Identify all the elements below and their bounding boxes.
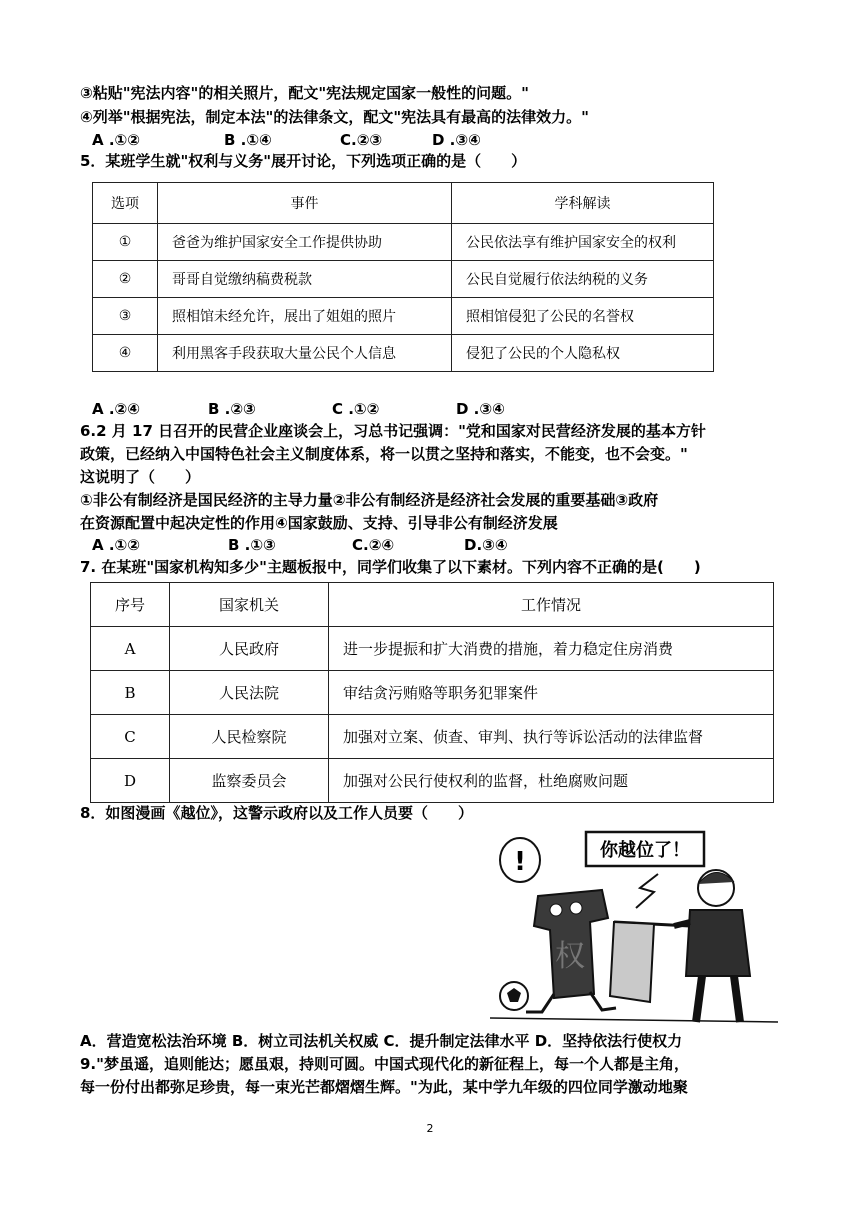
q4-option-c[interactable]: C.②③: [340, 131, 383, 149]
table-cell: 公民自觉履行依法纳税的义务: [452, 261, 714, 298]
q7-stem: 7. 在某班"国家机构知多少"主题板报中，同学们收集了以下素材。下列内容不正确的是( ): [80, 558, 701, 576]
table-header: 选项: [93, 183, 158, 224]
q6-stem-1: 6.2 月 17 日召开的民营企业座谈会上，习总书记强调："党和国家对民营经济发展的基本方针: [80, 422, 706, 440]
table-cell: B: [91, 671, 170, 715]
referee-arm: [674, 922, 690, 926]
table-cell: 利用黑客手段获取大量公民个人信息: [158, 335, 452, 372]
q5-options: [92, 400, 505, 418]
character-label: 权: [555, 939, 585, 974]
character-eye-right: [570, 902, 582, 914]
q6-option-c[interactable]: C.②④: [352, 536, 395, 554]
q8-options[interactable]: A．营造宽松法治环境 B．树立司法机关权威 C．提升制定法律水平 D．坚持依法行使权力: [80, 1032, 683, 1050]
q5-table: [92, 182, 714, 372]
q5-option-c[interactable]: C .①②: [332, 400, 380, 418]
table-cell: 加强对公民行使权利的监督，杜绝腐败问题: [329, 759, 774, 803]
table-cell: ④: [93, 335, 158, 372]
q6-statements-2: 在资源配置中起决定性的作用④国家鼓励、支持、引导非公有制经济发展: [80, 514, 558, 532]
q7-table: [90, 582, 774, 803]
table-cell: ③: [93, 298, 158, 335]
q9-stem-1: 9."梦虽遥，追则能达；愿虽艰，持则可圆。中国式现代化的新征程上，每一个人都是主角，: [80, 1055, 689, 1073]
table-cell: 照相馆未经允许，展出了姐姐的照片: [158, 298, 452, 335]
page-number: 2: [426, 1122, 434, 1135]
table-cell: 爸爸为维护国家安全工作提供协助: [158, 224, 452, 261]
table-header: 事件: [158, 183, 452, 224]
table-row: [91, 671, 774, 715]
exclaim-text: !: [514, 847, 526, 877]
q4-statement-4: ④列举"根据宪法，制定本法"的法律条文，配文"宪法具有最高的法律效力。": [80, 108, 589, 126]
q6-stem-2: 政策，已经纳入中国特色社会主义制度体系，将一以贯之坚持和落实，不能变，也不会变。": [80, 445, 688, 463]
q9-stem-2: 每一份付出都弥足珍贵，每一束光芒都熠熠生辉。"为此，某中学九年级的四位同学激动地聚: [80, 1078, 688, 1096]
q6-option-d[interactable]: D.③④: [464, 536, 508, 554]
referee-leg-left: [696, 976, 702, 1022]
table-cell: 加强对立案、侦查、审判、执行等诉讼活动的法律监督: [329, 715, 774, 759]
q4-options: [92, 131, 481, 149]
table-header: 国家机关: [170, 583, 329, 627]
table-cell: 侵犯了公民的个人隐私权: [452, 335, 714, 372]
ground-line: [490, 1018, 778, 1022]
table-cell: 进一步提振和扩大消费的措施，着力稳定住房消费: [329, 627, 774, 671]
referee-leg-right: [734, 976, 740, 1022]
q6-stem-3: 这说明了（ ）: [80, 468, 201, 486]
table-cell: 公民依法享有维护国家安全的权利: [452, 224, 714, 261]
q6-option-b[interactable]: B .①③: [228, 536, 276, 554]
table-cell: D: [91, 759, 170, 803]
q4-option-d[interactable]: D .③④: [432, 131, 481, 149]
referee-body: [686, 910, 750, 976]
table-row: [91, 759, 774, 803]
q4-option-b[interactable]: B .①④: [224, 131, 272, 149]
table-cell: A: [91, 627, 170, 671]
table-cell: C: [91, 715, 170, 759]
table-header: 学科解读: [452, 183, 714, 224]
cartoon-overstep: [490, 826, 778, 1028]
q8-stem: 8．如图漫画《越位》，这警示政府以及工作人员要（ ）: [80, 804, 473, 822]
zap-lines: [636, 874, 658, 908]
table-row: [93, 261, 714, 298]
q5-option-d[interactable]: D .③④: [456, 400, 505, 418]
table-cell: 人民法院: [170, 671, 329, 715]
flag: [610, 922, 654, 1002]
q5-stem: 5．某班学生就"权利与义务"展开讨论，下列选项正确的是（ ）: [80, 152, 527, 170]
table-cell: 监察委员会: [170, 759, 329, 803]
table-cell: 人民检察院: [170, 715, 329, 759]
table-row: [93, 224, 714, 261]
speech-text: 你越位了！: [600, 840, 690, 861]
table-header: 工作情况: [329, 583, 774, 627]
table-row: [93, 298, 714, 335]
table-cell: 人民政府: [170, 627, 329, 671]
table-row: [93, 335, 714, 372]
q6-options: [92, 536, 508, 554]
q5-option-b[interactable]: B .②③: [208, 400, 256, 418]
table-cell: 审结贪污贿赂等职务犯罪案件: [329, 671, 774, 715]
table-header: 序号: [91, 583, 170, 627]
table-row: [91, 715, 774, 759]
q6-option-a[interactable]: A .①②: [92, 536, 140, 554]
character-eye-left: [550, 904, 562, 916]
character-leg-left: [526, 994, 554, 1012]
table-cell: 哥哥自觉缴纳稿费税款: [158, 261, 452, 298]
q5-option-a[interactable]: A .②④: [92, 400, 140, 418]
q6-statements-1: ①非公有制经济是国民经济的主导力量②非公有制经济是经济社会发展的重要基础③政府: [80, 491, 659, 509]
table-cell: ②: [93, 261, 158, 298]
table-cell: ①: [93, 224, 158, 261]
q4-option-a[interactable]: A .①②: [92, 131, 140, 149]
table-row: [91, 627, 774, 671]
table-cell: 照相馆侵犯了公民的名誉权: [452, 298, 714, 335]
q4-statement-3: ③粘贴"宪法内容"的相关照片，配文"宪法规定国家一般性的问题。": [80, 84, 529, 102]
